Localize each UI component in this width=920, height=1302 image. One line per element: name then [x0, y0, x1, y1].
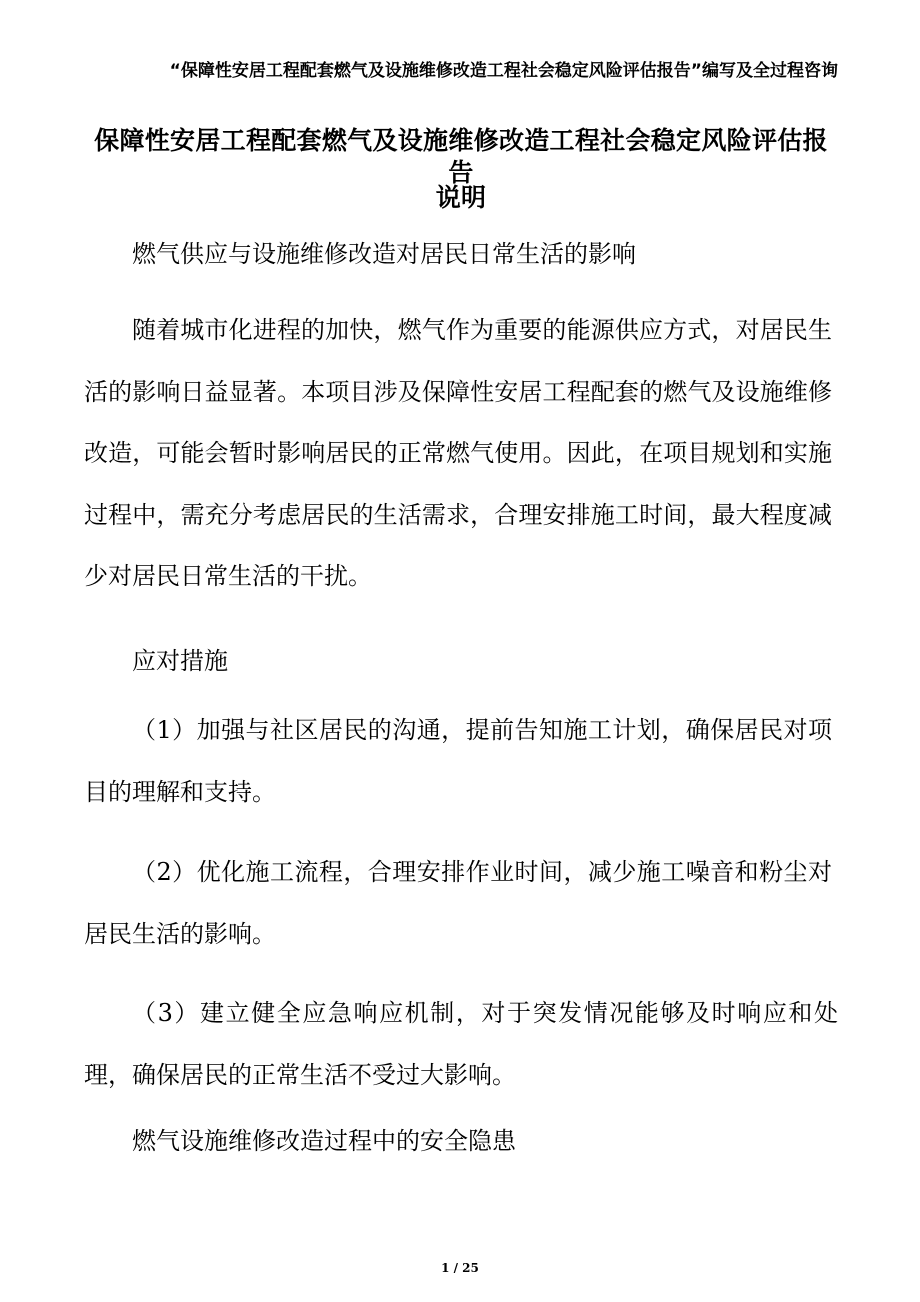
section-heading: 燃气供应与设施维修改造对居民日常生活的影响 [132, 240, 636, 268]
section-heading: 燃气设施维修改造过程中的安全隐患 [132, 1127, 516, 1155]
document-title: 保障性安居工程配套燃气及设施维修改造工程社会稳定风险评估报告 [94, 126, 828, 187]
measure-item: （2）优化施工流程，合理安排作业时间，减少施工噪音和粉尘对居民生活的影响。 [84, 858, 832, 948]
document-subtitle: 说明 [435, 183, 487, 212]
page-number: 1 / 25 [441, 1261, 479, 1275]
body-paragraph: 随着城市化进程的加快，燃气作为重要的能源供应方式，对居民生活的影响日益显著。本项目涉及保障性安居工程配套的燃气及设施维修改造，可能会暂时影响居民的正常燃气使用。因此，在项目规划和实施过程中，需充分考虑居民的生活需求，合理安排施工时间，最大程度减少对居民日常生活的干扰。 [84, 316, 832, 590]
measure-item: （1）加强与社区居民的沟通，提前告知施工计划，确保居民对项目的理解和支持。 [84, 716, 832, 806]
measure-item: （3）建立健全应急响应机制，对于突发情况能够及时响应和处理，确保居民的正常生活不受过大影响。 [84, 999, 838, 1089]
section-heading: 应对措施 [132, 647, 228, 675]
running-header: “保障性安居工程配套燃气及设施维修改造工程社会稳定风险评估报告”编写及全过程咨询 [169, 61, 838, 81]
